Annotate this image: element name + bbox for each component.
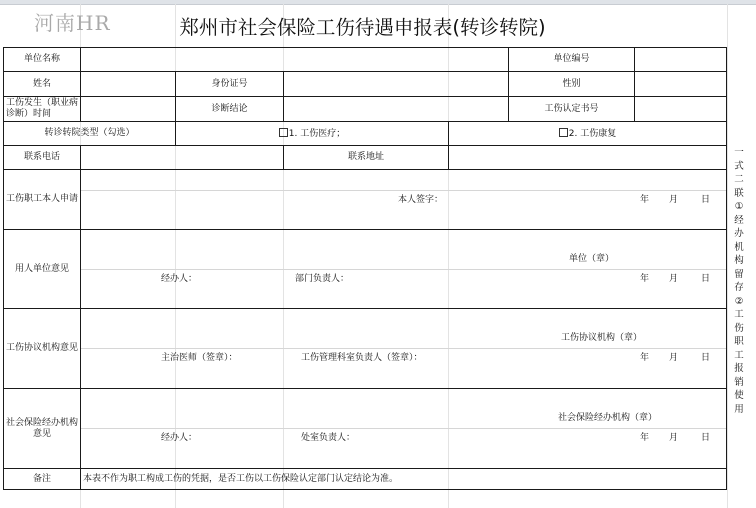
diagnosis-label: 诊断结论 xyxy=(176,97,284,122)
application-form-table xyxy=(3,47,727,490)
division-head-label: 处室负责人： xyxy=(301,433,356,443)
side-note-char: 报 xyxy=(734,363,744,374)
employer-handler-label: 经办人： xyxy=(161,273,198,284)
option-rehab-checkbox[interactable] xyxy=(559,128,568,137)
employer-opinion-label: 用人单位意见 xyxy=(4,230,81,309)
table-row xyxy=(4,48,727,72)
id-number-field[interactable] xyxy=(284,72,509,97)
remark-label: 备注 xyxy=(4,469,81,490)
table-row xyxy=(4,389,727,469)
social-security-stamp-label: 社会保险经办机构（章） xyxy=(558,413,658,423)
option-medical-label: 1. 工伤医疗； xyxy=(288,128,346,139)
side-note-char: ① xyxy=(734,201,744,212)
year-label: 年 xyxy=(640,273,650,284)
worker-application-label: 工伤职工本人申请 xyxy=(4,170,81,230)
unit-name-field[interactable] xyxy=(81,48,509,72)
unit-name-label: 单位名称 xyxy=(4,48,81,72)
gridline xyxy=(727,4,728,508)
side-note-char: 工 xyxy=(734,349,744,361)
year-label: 年 xyxy=(640,433,650,443)
side-note-char: 式 xyxy=(734,160,744,172)
side-note-char: 存 xyxy=(734,282,744,293)
gender-label: 性别 xyxy=(509,72,635,97)
employer-dept-head-label: 部门负责人： xyxy=(295,273,350,284)
social-security-opinion-label: 社会保险经办机构意见 xyxy=(4,389,81,469)
address-field[interactable] xyxy=(449,146,727,170)
side-note-char: ② xyxy=(734,295,744,307)
unit-code-label: 单位编号 xyxy=(509,48,635,72)
year-label: 年 xyxy=(640,353,650,363)
agreement-opinion-field[interactable] xyxy=(81,309,727,389)
option-medical-checkbox[interactable] xyxy=(279,128,288,137)
employer-opinion-field[interactable] xyxy=(81,230,727,309)
side-note-char: 用 xyxy=(734,403,744,415)
side-note-char: 工 xyxy=(734,309,744,320)
table-row xyxy=(4,146,727,170)
cert-number-label: 工伤认定书号 xyxy=(509,97,635,122)
table-row xyxy=(4,230,727,309)
side-note-char: 机 xyxy=(734,241,744,253)
table-row xyxy=(4,122,727,146)
table-row xyxy=(4,170,727,230)
table-row xyxy=(4,97,727,122)
side-note-char: 留 xyxy=(734,268,744,280)
option-medical[interactable] xyxy=(176,122,449,146)
unit-code-field[interactable] xyxy=(635,48,727,72)
column-header-strip xyxy=(0,0,756,5)
name-label: 姓名 xyxy=(4,72,81,97)
day-label: 日 xyxy=(701,433,711,443)
agreement-stamp-label: 工伤协议机构（章） xyxy=(561,333,643,343)
address-label: 联系地址 xyxy=(284,146,449,170)
form-title: 郑州市社会保险工伤待遇申报表(转诊转院) xyxy=(179,16,546,39)
option-rehab-label: 2. 工伤康复 xyxy=(568,128,617,139)
side-note-char: 经 xyxy=(734,214,744,226)
diagnosis-field[interactable] xyxy=(284,97,509,122)
option-rehab[interactable] xyxy=(449,122,727,146)
worker-application-field[interactable] xyxy=(81,170,727,230)
month-label: 月 xyxy=(669,433,679,443)
side-note-char: 使 xyxy=(734,390,744,401)
year-label: 年 xyxy=(640,194,650,205)
agreement-opinion-label: 工伤协议机构意见 xyxy=(4,309,81,389)
day-label: 日 xyxy=(701,194,711,205)
month-label: 月 xyxy=(669,194,679,205)
side-note-char: 职 xyxy=(734,336,744,347)
side-note-char: 伤 xyxy=(734,322,744,334)
remark-text: 本表不作为职工构成工伤的凭据，是否工伤以工伤保险认定部门认定结论为准。 xyxy=(81,469,727,490)
month-label: 月 xyxy=(669,353,679,363)
injury-time-field[interactable] xyxy=(81,97,176,122)
table-row xyxy=(4,309,727,389)
phone-label: 联系电话 xyxy=(4,146,81,170)
side-note-char: 构 xyxy=(734,255,744,266)
id-number-label: 身份证号 xyxy=(176,72,284,97)
injury-time-label: 工伤发生（职业病诊断）时间 xyxy=(4,97,81,122)
month-label: 月 xyxy=(669,273,679,284)
name-field[interactable] xyxy=(81,72,176,97)
phone-field[interactable] xyxy=(81,146,284,170)
side-note-char: 办 xyxy=(734,228,744,239)
attending-doctor-label: 主治医师（签章）： xyxy=(161,353,238,363)
social-security-opinion-field[interactable] xyxy=(81,389,727,469)
injury-office-head-label: 工伤管理科室负责人（签章）： xyxy=(301,353,423,363)
worker-signature-label: 本人签字： xyxy=(398,194,444,205)
gender-field[interactable] xyxy=(635,72,727,97)
transfer-type-label: 转诊转院类型（勾选） xyxy=(4,122,176,146)
day-label: 日 xyxy=(701,273,711,284)
watermark-text: 河南HR xyxy=(34,11,111,35)
side-note-char: 二 xyxy=(734,174,744,185)
day-label: 日 xyxy=(701,353,711,363)
copy-usage-note xyxy=(733,146,745,416)
employer-stamp-label: 单位（章） xyxy=(569,253,615,264)
table-row xyxy=(4,72,727,97)
side-note-char: 销 xyxy=(734,376,744,388)
side-note-char: 联 xyxy=(734,187,744,199)
social-handler-label: 经办人： xyxy=(161,433,198,443)
side-note-char: 一 xyxy=(734,147,744,158)
table-row xyxy=(4,469,727,490)
cert-number-field[interactable] xyxy=(635,97,727,122)
